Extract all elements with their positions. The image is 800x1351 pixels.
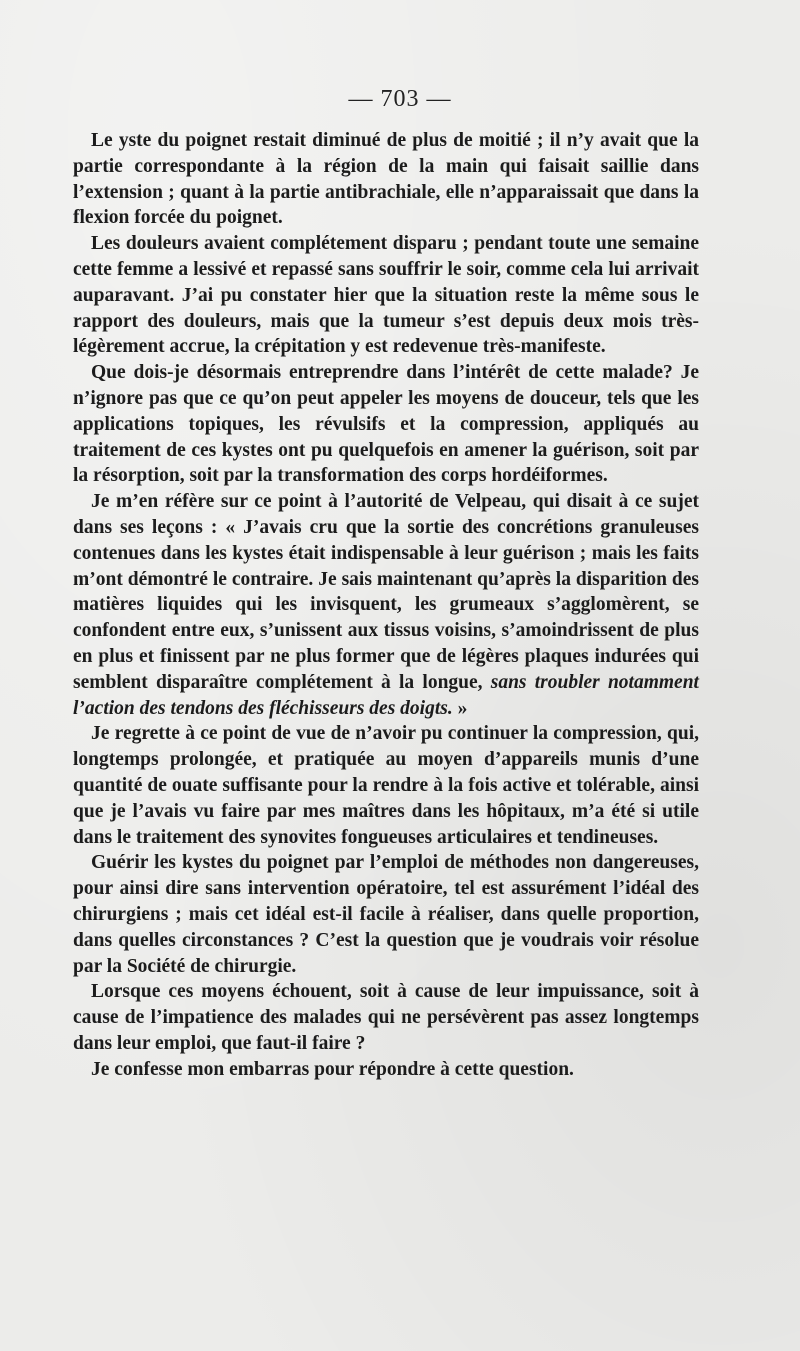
paragraph-5: Je regrette à ce point de vue de n’avoir pu continuer la compression, qui, longtemps prolongée, et pratiquée au moyen d’appareils munis d’une quantité de ouate suffisante pour la rendre à la fois active et tolérable, ainsi que je l’avais vu faire par mes maîtres dans les hôpitaux, m’a été si utile dans le traitement des synovites fongueuses articulaires et tendineuses. bbox=[73, 723, 699, 848]
page-number: — 703 — bbox=[348, 86, 452, 112]
paragraph-3: Que dois-je désormais entreprendre dans l’intérêt de cette malade? Je n’ignore pas que ce qu’on peut appeler les moyens de douceur, tels que les applications topiques, les révulsifs et la compression, appliqués au traitement de ces kystes ont pu quelquefois en amener la guérison, soit par la résorption, soit par la transformation des corps hordéiformes. bbox=[73, 362, 699, 487]
paragraph-7: Lorsque ces moyens échouent, soit à cause de leur impuissance, soit à cause de l’impatience des malades qui ne persévèrent pas assez longtemps dans leur emploi, que faut-il faire ? bbox=[73, 981, 699, 1054]
paragraph-2: Les douleurs avaient complétement disparu ; pendant toute une semaine cette femme a lessivé et repassé sans souffrir le soir, comme cela lui arrivait auparavant. J’ai pu constater hier que la situation reste la même sous le rapport des douleurs, mais que la tumeur s’est depuis deux mois très-légèrement accrue, la crépitation y est redevenue très-manifeste. bbox=[73, 233, 699, 358]
paragraph-4-italic: sans troubler notamment l’action des tendons des fléchisseurs des doigts. bbox=[73, 671, 699, 719]
paragraph-6: Guérir les kystes du poignet par l’emploi de méthodes non dangereuses, pour ainsi dire sans intervention opératoire, tel est assurément l’idéal des chirurgiens ; mais cet idéal est-il facile à réaliser, dans quelle proportion, dans quelles circonstances ? C’est la question que je voudrais voir résolue par la Société de chirurgie. bbox=[73, 852, 699, 977]
paragraph-1: Le yste du poignet restait diminué de plus de moitié ; il n’y avait que la partie correspondante à la région de la main qui faisait saillie dans l’extension ; quant à la partie antibrachiale, elle n’apparaissait que dans la flexion forcée du poignet. bbox=[73, 130, 699, 229]
paragraph-4-text: Je m’en réfère sur ce point à l’autorité de Velpeau, qui disait à ce sujet dans ses leçons : « J’avais cru que la sortie des concrétions granuleuses contenues dans les kystes était indispensable à leur guérison ; mais les faits m’ont démontré le contraire. Je sais maintenant qu’après la disparition des matières liquides qui les invisquent, les grumeaux s’agglomèrent, se confondent entre eux, s’unissent aux tissus voisins, s’amoindrissent de plus en plus et finissent par ne plus former que de légères plaques indurées qui semblent disparaître complétement à la longue, bbox=[73, 491, 699, 693]
paragraph-4-close-quote: » bbox=[452, 697, 468, 719]
paragraph-8: Je confesse mon embarras pour répondre à cette question. bbox=[91, 1058, 574, 1080]
body-text bbox=[73, 128, 699, 1082]
paragraph-4 bbox=[73, 489, 699, 721]
